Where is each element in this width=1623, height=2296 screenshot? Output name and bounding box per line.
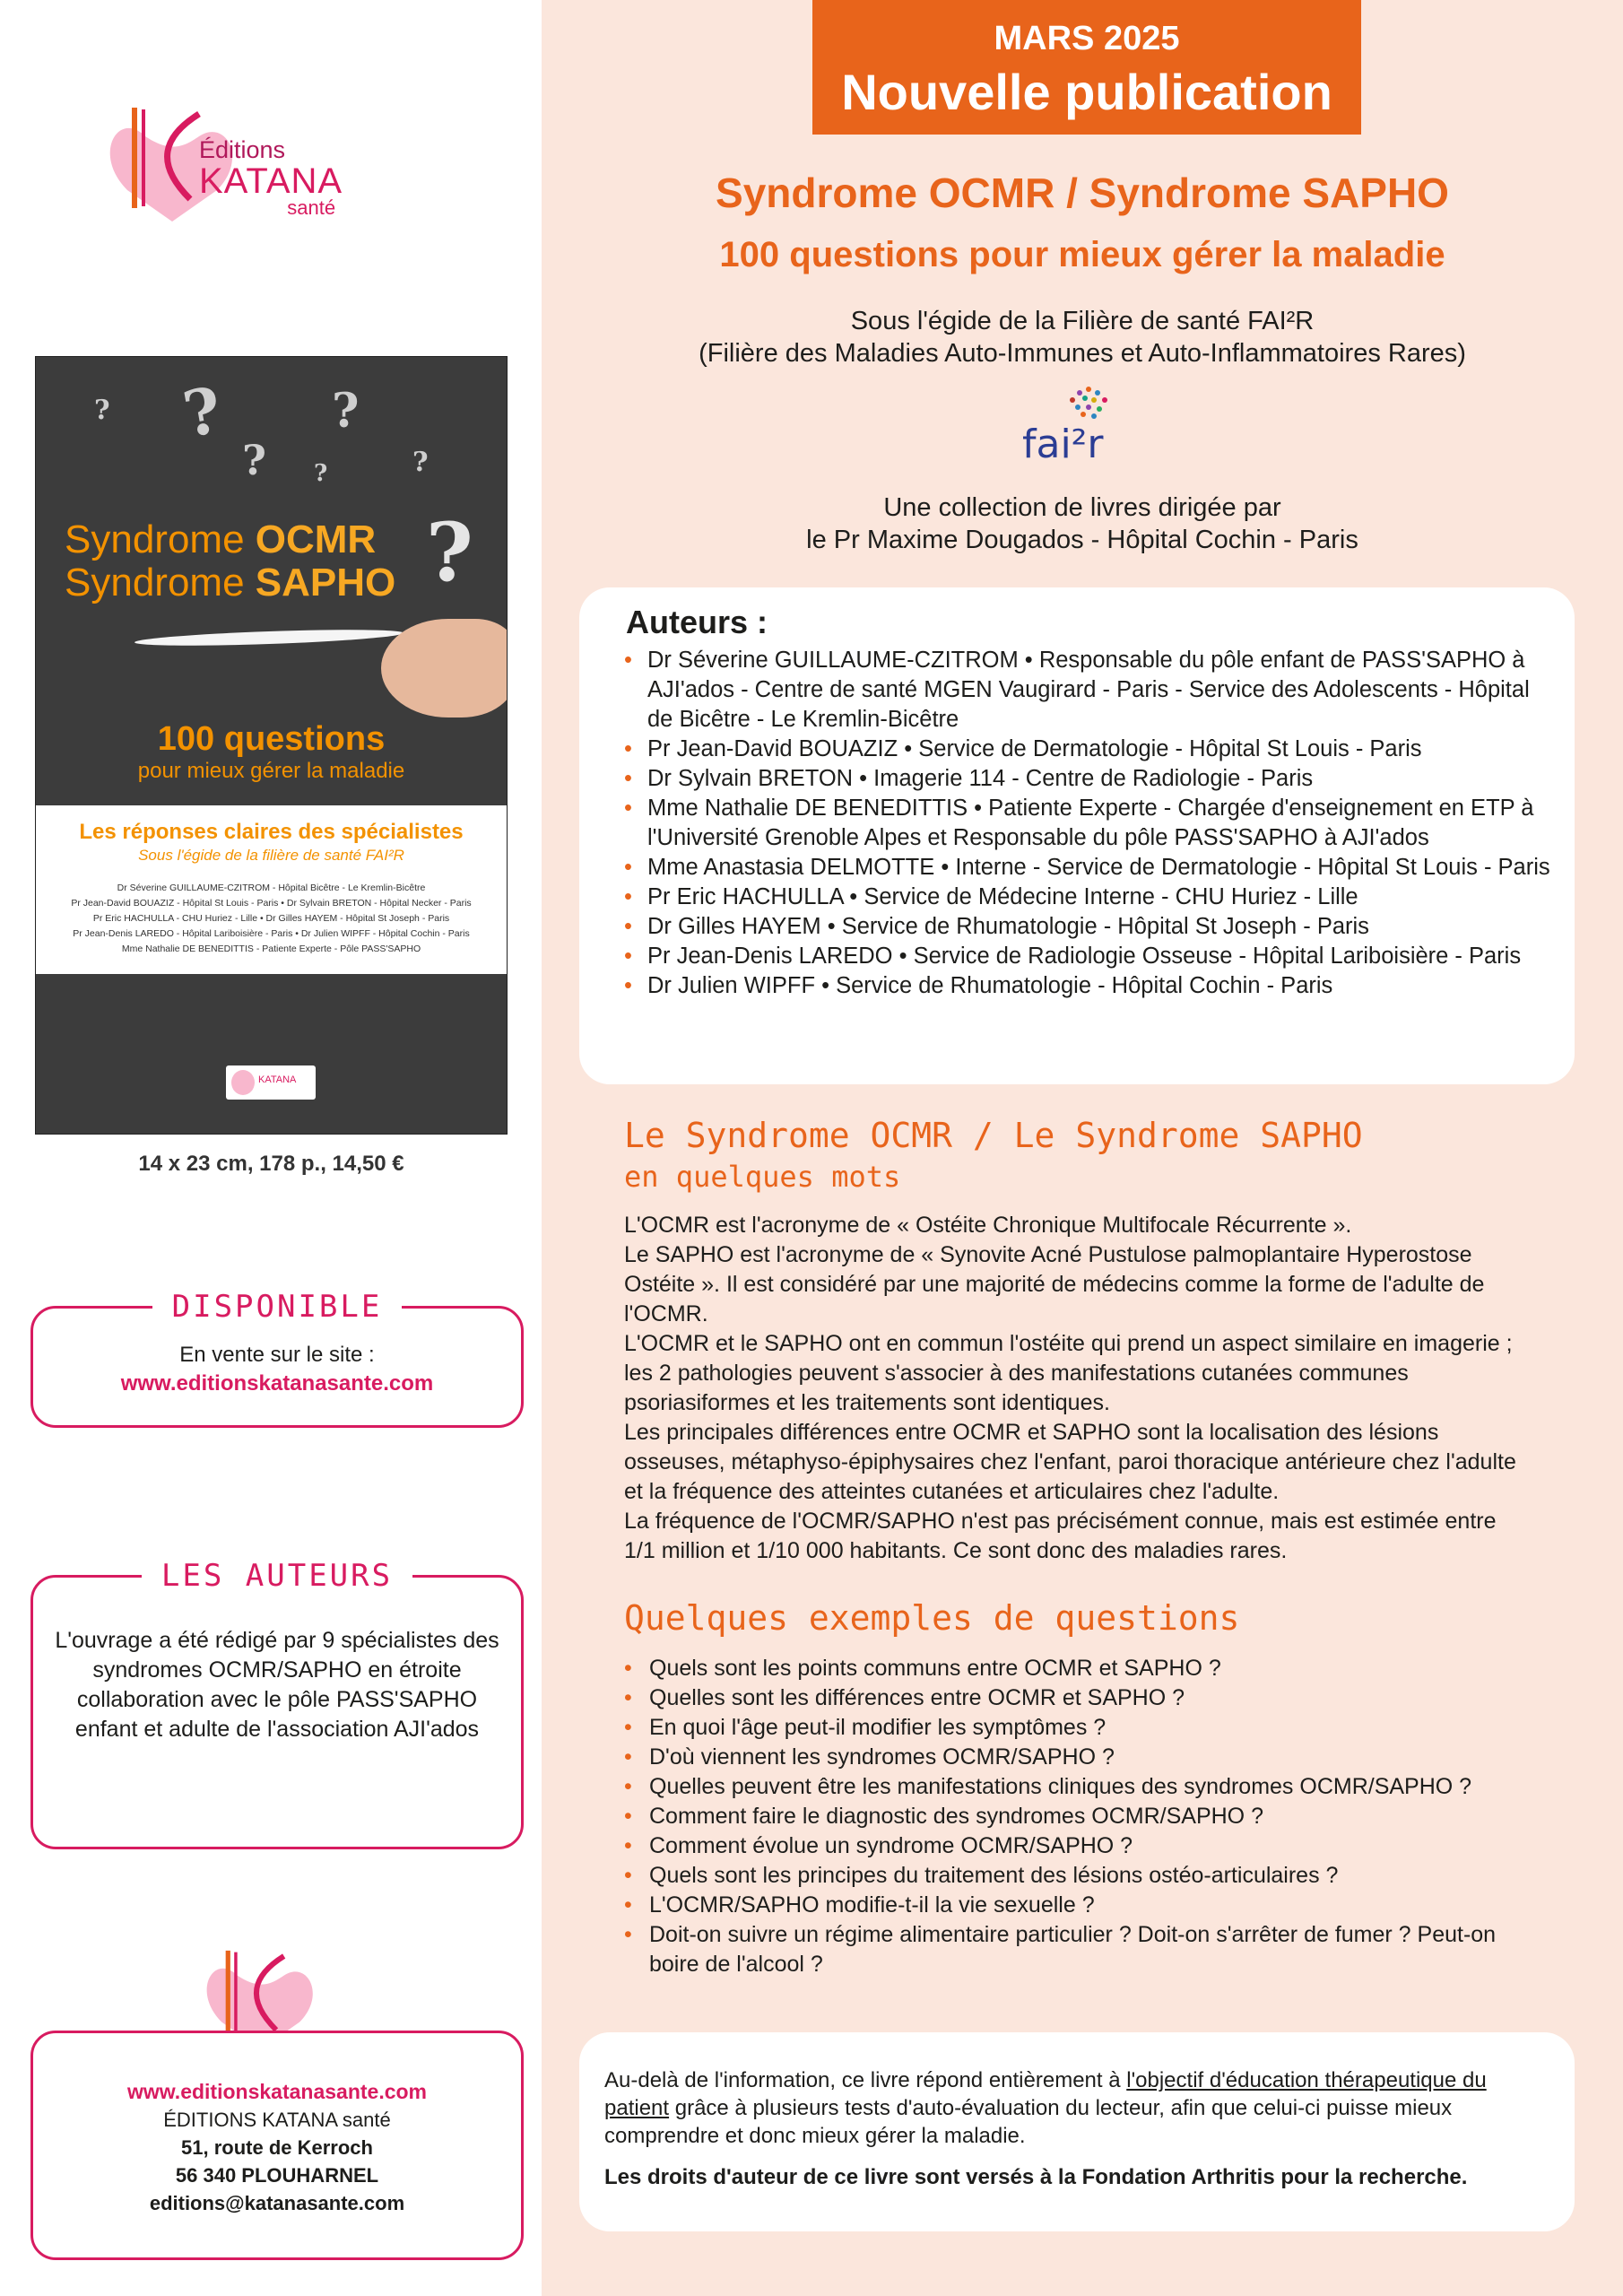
disponible-text: En vente sur le site :	[179, 1343, 375, 1367]
list-item: • Dr Gilles HAYEM • Service de Rhumatologie - Hôpital St Joseph - Paris	[624, 912, 1557, 942]
disponible-url[interactable]: www.editionskatanasante.com	[120, 1371, 434, 1396]
education-text: Au-delà de l'information, ce livre répond entièrement à l'objectif d'éducation thérapeutique du patient grâce à plusieurs tests d'auto-évaluation du lecteur, afin que celui-ci puisse mieux comprendre et donc mieux gérer la maladie.	[604, 2068, 1487, 2148]
book-band-subtitle: Sous l'égide de la filière de santé FAI²R	[138, 847, 404, 864]
section1-subtitle: en quelques mots	[624, 1160, 901, 1194]
contact-address2: 56 340 PLOUHARNEL	[175, 2164, 379, 2187]
egide-line2: (Filière des Maladies Auto-Immunes et Auto-Inflammatoires Rares)	[699, 339, 1466, 368]
book-questions-title: 100 questions	[157, 720, 386, 758]
book-band-title: Les réponses claires des spécialistes	[79, 820, 464, 844]
les-auteurs-heading: LES AUTEURS	[142, 1558, 412, 1594]
les-auteurs-box	[30, 1558, 524, 1849]
egide-line1: Sous l'égide de la Filière de santé FAI²R	[850, 307, 1315, 335]
fai2r-logo	[1022, 386, 1121, 466]
section1-title: Le Syndrome OCMR / Le Syndrome SAPHO	[624, 1116, 1363, 1155]
fai2r-word: fai²r	[1022, 422, 1104, 467]
book-cover	[36, 357, 507, 1134]
katana-logo	[100, 100, 432, 235]
question-mark-icon: ?	[412, 447, 429, 478]
disponible-box	[30, 1289, 524, 1428]
contact-box	[30, 2031, 524, 2260]
fai2r-dots-icon	[1062, 386, 1115, 422]
main-title: Syndrome OCMR / Syndrome SAPHO	[716, 170, 1449, 216]
question-mark-icon: ?	[426, 505, 473, 600]
question-mark-icon: ?	[332, 384, 360, 439]
list-item: • Quelles peuvent être les manifestations cliniques des syndromes OCMR/SAPHO ?	[624, 1772, 1548, 1802]
logo-line3: santé	[287, 196, 336, 219]
list-item: • Comment faire le diagnostic des syndromes OCMR/SAPHO ?	[624, 1802, 1548, 1831]
section1-text: L'OCMR est l'acronyme de « Ostéite Chronique Multifocale Récurrente ». Le SAPHO est l'acronyme de « Synovite Acné Pustulose palmoplantaire Hyperostose Ostéite ». Il est considéré par une majorité de médecins comme la forme de l'adulte de l'OCMR. L'OCMR et le SAPHO ont en commun l'ostéite qui prend un aspect similaire en imagerie ; les 2 pathologies peuvent s'associer à des manifestations cutanées communes psoriasiformes et les traitements sont identiques. Les principales différences entre OCMR et SAPHO sont la localisation des lésions osseuses, métaphyso-épiphysaires chez l'enfant, paroi thoracique antérieure chez l'adulte et la fréquence des atteintes cutanées et articulaires chez l'adulte. La fréquence de l'OCMR/SAPHO n'est pas précisément connue, mais est estimée entre 1/1 million et 1/10 000 habitants. Ce sont donc des maladies rares.	[624, 1213, 1516, 1563]
publication-banner	[812, 0, 1361, 135]
list-item: • Pr Jean-David BOUAZIZ • Service de Dermatologie - Hôpital St Louis - Paris	[624, 735, 1557, 764]
section2-title: Quelques exemples de questions	[624, 1598, 1240, 1638]
questions-list	[624, 1654, 1548, 1979]
list-item: • Quels sont les principes du traitement des lésions ostéo-articulaires ?	[624, 1861, 1548, 1891]
left-column	[0, 0, 542, 2296]
question-mark-icon: ?	[314, 460, 328, 487]
list-item: • Quels sont les points communs entre OCMR et SAPHO ?	[624, 1654, 1548, 1683]
list-item: • Dr Sylvain BRETON • Imagerie 114 - Centre de Radiologie - Paris	[624, 764, 1557, 794]
book-questions-subtitle: pour mieux gérer la maladie	[137, 759, 405, 783]
banner-label: Nouvelle publication	[841, 64, 1332, 120]
question-mark-icon: ?	[94, 395, 110, 426]
list-item: • Mme Anastasia DELMOTTE • Interne - Service de Dermatologie - Hôpital St Louis - Paris	[624, 853, 1557, 883]
list-item: • Doit-on suivre un régime alimentaire particulier ? Doit-on s'arrêter de fumer ? Peut-on boire de l'alcool ?	[624, 1920, 1548, 1979]
list-item: • Dr Séverine GUILLAUME-CZITROM • Responsable du pôle enfant de PASS'SAPHO à AJI'ados - Centre de santé MGEN Vaugirard - Paris - Service des Adolescents - Hôpital de Bicêtre - Le Kremlin-Bicêtre	[624, 646, 1557, 735]
list-item: • D'où viennent les syndromes OCMR/SAPHO ?	[624, 1743, 1548, 1772]
contact-url[interactable]: www.editionskatanasante.com	[126, 2080, 428, 2103]
les-auteurs-text: L'ouvrage a été rédigé par 9 spécialistes des syndromes OCMR/SAPHO en étroite collaboration avec le pôle PASS'SAPHO enfant et adulte de l'association AJI'ados	[55, 1628, 499, 1742]
book-publisher-logo: KATANA	[226, 1065, 316, 1100]
authors-list	[624, 646, 1557, 1001]
book-band	[36, 805, 507, 974]
chalk-line	[135, 627, 404, 648]
logo-line1: Éditions	[199, 136, 286, 163]
list-item: • Pr Eric HACHULLA • Service de Médecine Interne - CHU Huriez - Lille	[624, 883, 1557, 912]
list-item: • En quoi l'âge peut-il modifier les symptômes ?	[624, 1713, 1548, 1743]
book-band-authors: Dr Séverine GUILLAUME-CZITROM - Hôpital Bicêtre - Le Kremlin-Bicêtre Pr Jean-David BOUAZIZ - Hôpital St Louis - Paris • Dr Sylvain BRETON - Hôpital Necker - Paris Pr Eric HACHULLA - CHU Huriez - Lille • Dr Gilles HAYEM - Hôpital St Joseph - Paris Pr Jean-Denis LAREDO - Hôpital Lariboisière - Paris • Dr Julien WIPFF - Hôpital Cochin - Paris Mme Nathalie DE BENEDITTIS - Patiente Experte - Pôle PASS'SAPHO	[71, 883, 472, 954]
main-subtitle: 100 questions pour mieux gérer la maladie	[719, 235, 1445, 274]
disponible-heading: DISPONIBLE	[152, 1289, 403, 1325]
contact-name: ÉDITIONS KATANA santé	[163, 2109, 391, 2131]
education-box	[579, 2032, 1575, 2231]
question-mark-icon: ?	[242, 436, 266, 484]
list-item: • Mme Nathalie DE BENEDITTIS • Patiente Experte - Chargée d'enseignement en ETP à l'Université Grenoble Alpes et Responsable du pôle PASS'SAPHO à AJI'ados	[624, 794, 1557, 853]
hand-image	[381, 619, 507, 718]
authors-box	[579, 587, 1575, 1084]
book-title: Syndrome OCMR Syndrome SAPHO	[65, 517, 396, 604]
contact-address1: 51, route de Kerroch	[181, 2136, 373, 2159]
authors-heading: Auteurs :	[626, 604, 768, 640]
list-item: • L'OCMR/SAPHO modifie-t-il la vie sexuelle ?	[624, 1891, 1548, 1920]
list-item: • Quelles sont les différences entre OCMR et SAPHO ?	[624, 1683, 1548, 1713]
book-format: 14 x 23 cm, 178 p., 14,50 €	[138, 1152, 404, 1176]
list-item: • Dr Julien WIPFF • Service de Rhumatologie - Hôpital Cochin - Paris	[624, 971, 1557, 1001]
royalties-text: Les droits d'auteur de ce livre sont versés à la Fondation Arthritis pour la recherche.	[604, 2165, 1468, 2189]
banner-date: MARS 2025	[994, 20, 1180, 57]
list-item: • Comment évolue un syndrome OCMR/SAPHO ?	[624, 1831, 1548, 1861]
list-item: • Pr Jean-Denis LAREDO • Service de Radiologie Osseuse - Hôpital Lariboisière - Paris	[624, 942, 1557, 971]
logo-line2: KATANA	[199, 161, 343, 201]
collection-line1: Une collection de livres dirigée par	[883, 493, 1281, 522]
question-mark-icon: ?	[178, 372, 227, 452]
contact-email[interactable]: editions@katanasante.com	[149, 2192, 405, 2214]
collection-line2: le Pr Maxime Dougados - Hôpital Cochin - Paris	[806, 526, 1358, 554]
